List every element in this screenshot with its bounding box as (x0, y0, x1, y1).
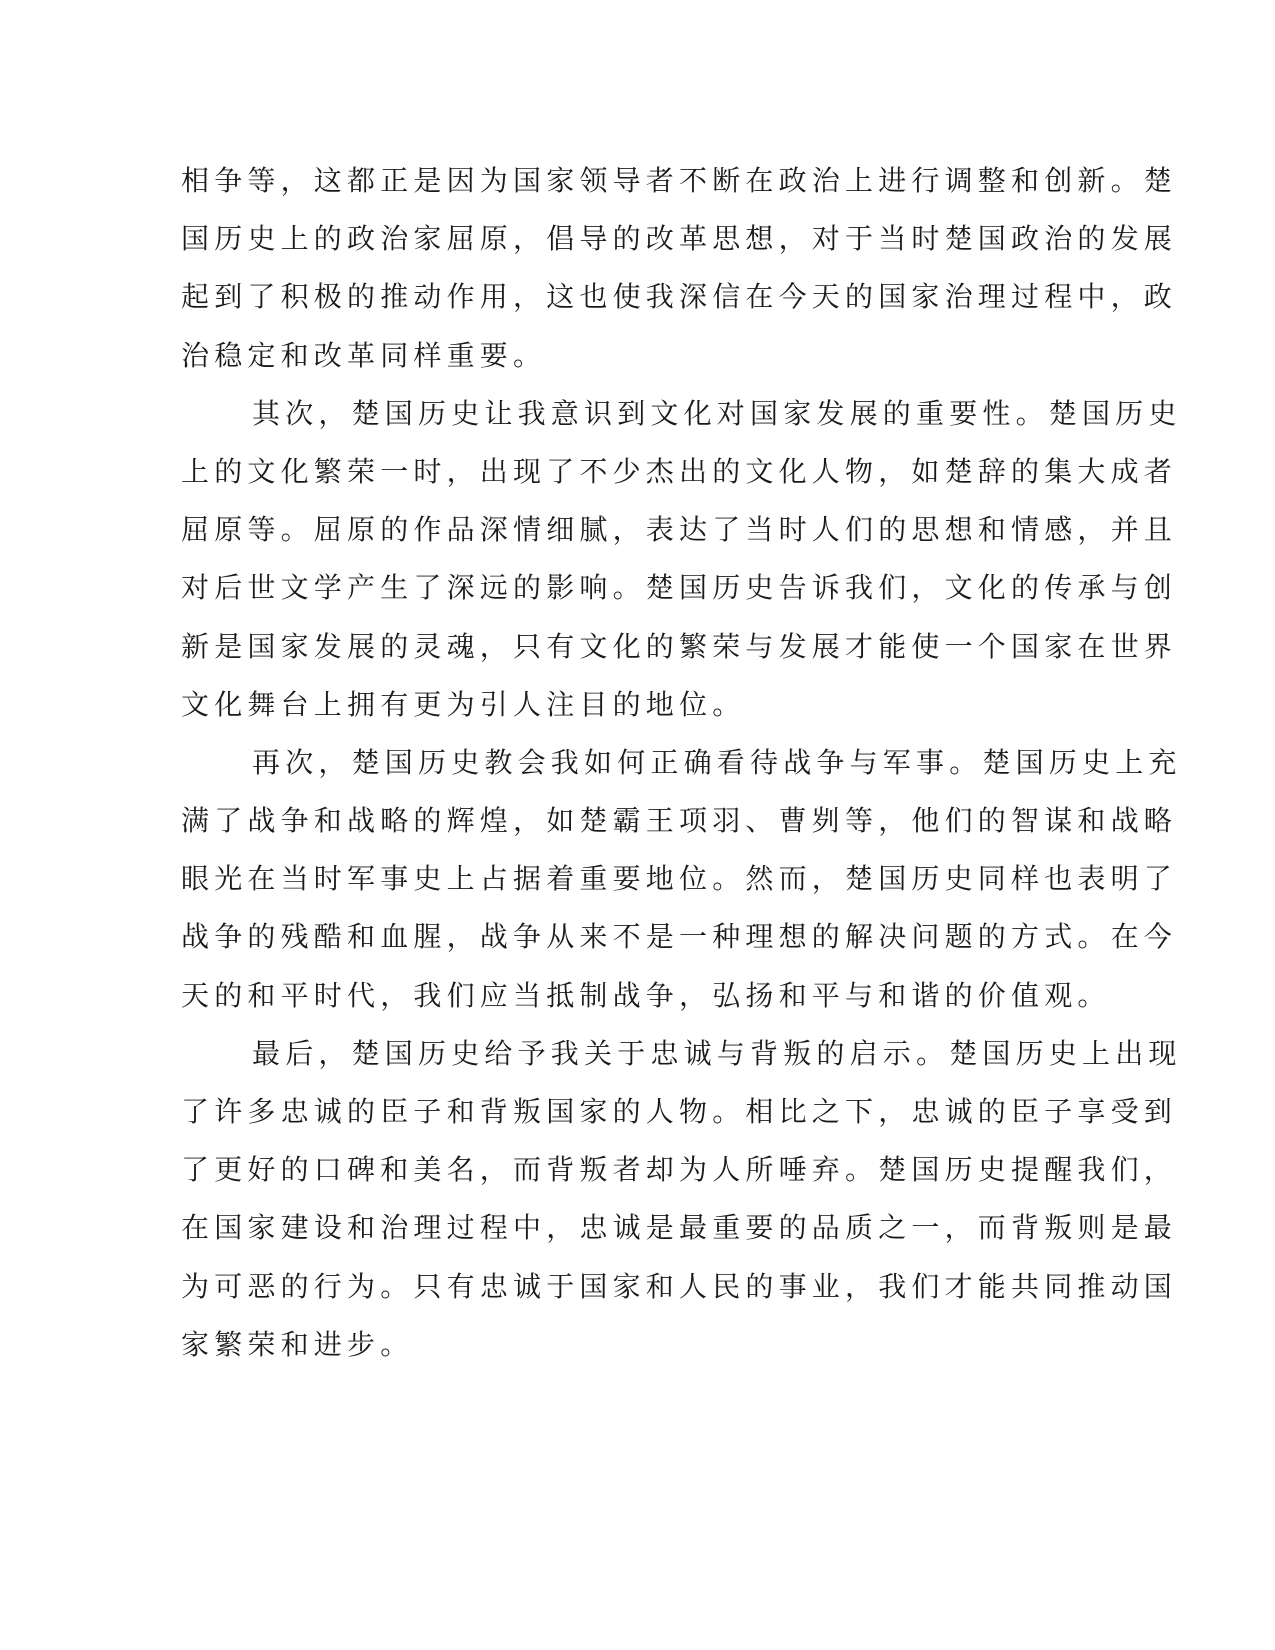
text-line: 在国家建设和治理过程中，忠诚是最重要的品质之一，而背叛则是最 (181, 1211, 1178, 1245)
text-line: 眼光在当时军事史上占据着重要地位。然而，楚国历史同样也表明了 (181, 862, 1178, 896)
text-line: 相争等，这都正是因为国家领导者不断在政治上进行调整和创新。楚 (181, 164, 1178, 197)
text-line: 天的和平时代，我们应当抵制战争，弘扬和平与和谐的价值观。 (181, 978, 1111, 1012)
paragraph-first-line: 最后，楚国历史给予我关于忠诚与背叛的启示。楚国历史上出现 (252, 1036, 1182, 1070)
text-line: 家繁荣和进步。 (181, 1327, 414, 1361)
text-line: 新是国家发展的灵魂，只有文化的繁荣与发展才能使一个国家在世界 (181, 629, 1178, 663)
text-line: 战争的残酷和血腥，战争从来不是一种理想的解决问题的方式。在今 (181, 920, 1178, 954)
text-line: 为可恶的行为。只有忠诚于国家和人民的事业，我们才能共同推动国 (181, 1269, 1178, 1303)
body-text (181, 152, 1182, 1374)
text-line: 屈原等。屈原的作品深情细腻，表达了当时人们的思想和情感，并且 (181, 513, 1178, 547)
text-line: 了许多忠诚的臣子和背叛国家的人物。相比之下，忠诚的臣子享受到 (181, 1095, 1178, 1128)
text-line: 满了战争和战略的辉煌，如楚霸王项羽、曹刿等，他们的智谋和战略 (181, 804, 1178, 838)
text-line: 了更好的口碑和美名，而背叛者却为人所唾弃。楚国历史提醒我们， (181, 1153, 1178, 1187)
text-line: 上的文化繁荣一时，出现了不少杰出的文化人物，如楚辞的集大成者 (181, 454, 1178, 488)
text-line: 治稳定和改革同样重要。 (181, 338, 547, 372)
text-line: 对后世文学产生了深远的影响。楚国历史告诉我们，文化的传承与创 (181, 571, 1178, 605)
paragraph-first-line: 再次，楚国历史教会我如何正确看待战争与军事。楚国历史上充 (252, 745, 1182, 779)
text-line: 文化舞台上拥有更为引人注目的地位。 (181, 687, 746, 721)
text-line: 国历史上的政治家屈原，倡导的改革思想，对于当时楚国政治的发展 (181, 222, 1178, 256)
text-line: 起到了积极的推动作用，这也使我深信在今天的国家治理过程中，政 (181, 280, 1178, 314)
paragraph-first-line: 其次，楚国历史让我意识到文化对国家发展的重要性。楚国历史 (252, 396, 1182, 430)
